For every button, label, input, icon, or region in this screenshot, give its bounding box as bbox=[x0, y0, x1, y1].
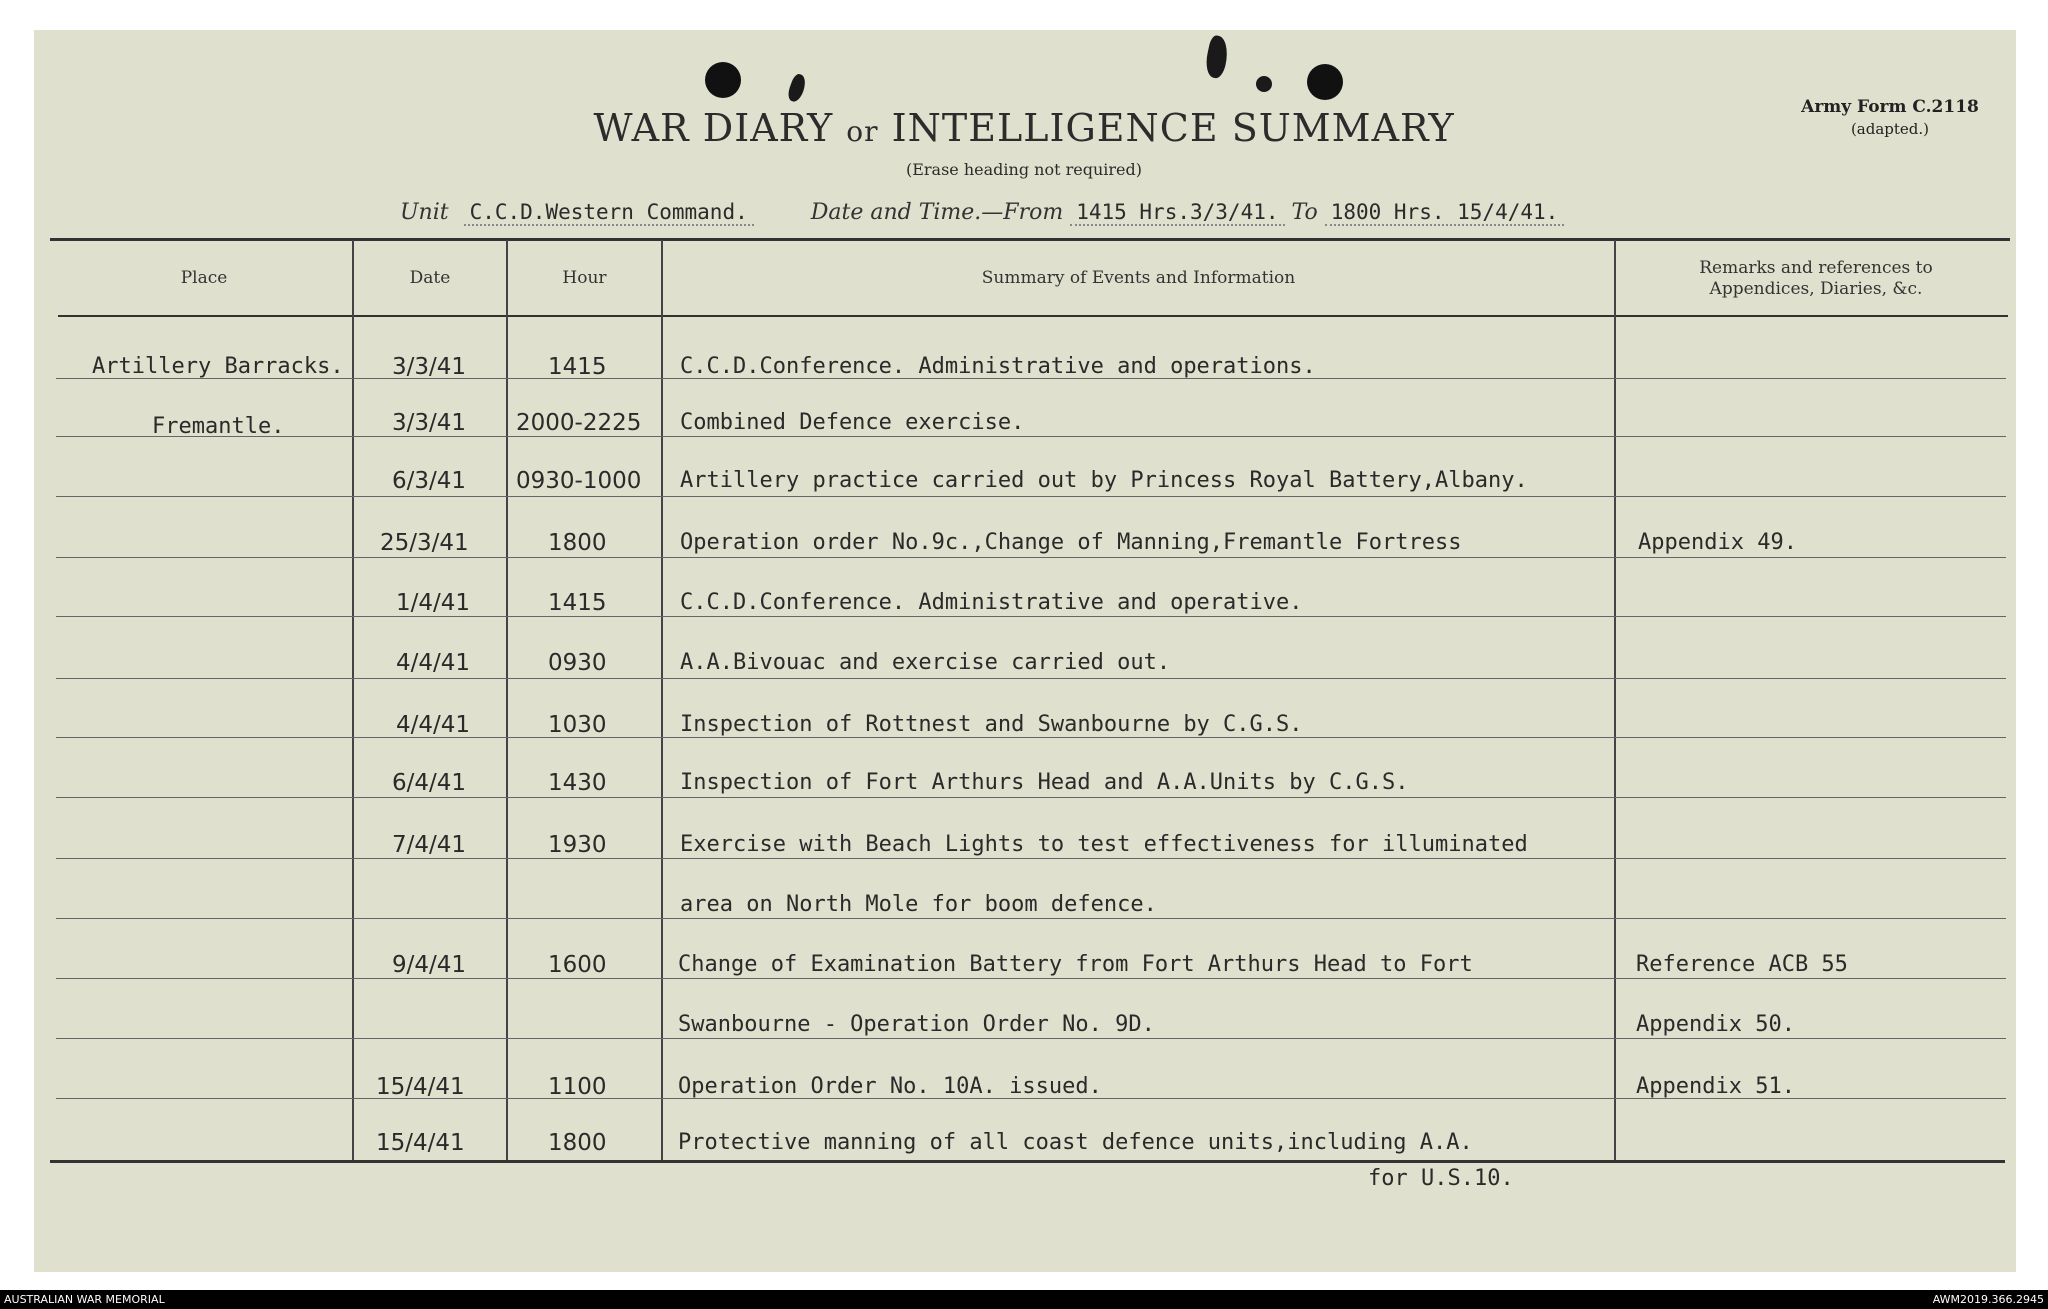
punch-hole-right bbox=[1307, 64, 1343, 100]
table-row-summary: Protective manning of all coast defence units,including A.A. bbox=[678, 1130, 1473, 1155]
archive-footer bbox=[0, 1290, 2048, 1309]
unit-value: C.C.D.Western Command. bbox=[464, 200, 754, 226]
table-row-hour: 1030 bbox=[548, 712, 607, 738]
table-row-summary: Inspection of Fort Arthurs Head and A.A.Units by C.G.S. bbox=[680, 770, 1409, 795]
table-row-summary: Operation order No.9c.,Change of Manning,Fremantle Fortress bbox=[680, 530, 1462, 555]
table-row-hour: 1100 bbox=[548, 1074, 607, 1100]
row-rule bbox=[56, 557, 2006, 558]
table-bottom-rule bbox=[50, 1160, 2005, 1163]
row-rule bbox=[56, 737, 2006, 738]
table-row-hour: 1930 bbox=[548, 832, 607, 858]
row-rule bbox=[56, 1038, 2006, 1039]
table-row-date: 4/4/41 bbox=[396, 650, 471, 676]
column-header-summary: Summary of Events and Information bbox=[981, 268, 1296, 288]
table-row-remarks: Reference ACB 55 bbox=[1636, 952, 1848, 977]
table-row-summary: Exercise with Beach Lights to test effectiveness for illuminated bbox=[680, 832, 1528, 857]
row-rule bbox=[56, 678, 2006, 679]
table-row-summary: Swanbourne - Operation Order No. 9D. bbox=[678, 1012, 1155, 1037]
footer-reference: AWM2019.366.2945 bbox=[1932, 1293, 2044, 1306]
to-value: 1800 Hrs. 15/4/41. bbox=[1325, 200, 1565, 226]
table-row-hour: 1800 bbox=[548, 530, 607, 556]
trailing-note: for U.S.10. bbox=[1368, 1166, 1514, 1191]
table-row-hour: 2000-2225 bbox=[516, 410, 642, 436]
table-row-hour: 1800 bbox=[548, 1130, 607, 1156]
table-row-date: 7/4/41 bbox=[392, 832, 467, 858]
table-row-date: 1/4/41 bbox=[396, 590, 471, 616]
table-row-summary: Combined Defence exercise. bbox=[680, 410, 1025, 435]
table-row-hour: 1415 bbox=[548, 590, 607, 616]
army-form-label bbox=[1760, 96, 2020, 140]
table-row-date: 4/4/41 bbox=[396, 712, 471, 738]
column-header-date: Date bbox=[409, 268, 451, 288]
table-row-summary: Change of Examination Battery from Fort Arthurs Head to Fort bbox=[678, 952, 1473, 977]
table-row-remarks: Appendix 50. bbox=[1636, 1012, 1795, 1037]
footer-institution: AUSTRALIAN WAR MEMORIAL bbox=[4, 1293, 165, 1306]
table-row-remarks: Appendix 49. bbox=[1638, 530, 1797, 555]
table-row-date: 15/4/41 bbox=[376, 1074, 465, 1100]
row-rule bbox=[56, 436, 2006, 437]
army-form-adapted: (adapted.) bbox=[1850, 120, 1930, 138]
army-form-number: Army Form C.2118 bbox=[1801, 97, 1979, 117]
table-row-date: 6/4/41 bbox=[392, 770, 467, 796]
table-row-summary: A.A.Bivouac and exercise carried out. bbox=[680, 650, 1171, 675]
table-row-place: Fremantle. bbox=[152, 414, 285, 439]
title-part-intelligence-summary: INTELLIGENCE SUMMARY bbox=[891, 106, 1455, 150]
row-rule bbox=[56, 616, 2006, 617]
row-rule bbox=[56, 496, 2006, 497]
table-row-date: 25/3/41 bbox=[380, 530, 469, 556]
table-row-summary: Artillery practice carried out by Princess Royal Battery,Albany. bbox=[680, 468, 1528, 493]
table-row-hour: 0930 bbox=[548, 650, 607, 676]
to-label: To bbox=[1291, 200, 1318, 225]
table-row-place: Artillery Barracks. bbox=[92, 354, 344, 379]
title-or: or bbox=[846, 115, 879, 148]
table-row-date: 9/4/41 bbox=[392, 952, 467, 978]
punch-hole-left bbox=[705, 62, 741, 98]
remarks-header-line-1: Remarks and references to bbox=[1699, 258, 1933, 278]
table-row-date: 6/3/41 bbox=[392, 468, 467, 494]
table-row-date: 3/3/41 bbox=[392, 354, 467, 380]
row-rule bbox=[56, 918, 2006, 919]
column-header-place: Place bbox=[180, 268, 228, 288]
date-time-label: Date and Time.—From bbox=[810, 200, 1064, 225]
table-row-hour: 0930-1000 bbox=[516, 468, 642, 494]
table-row-date: 15/4/41 bbox=[376, 1130, 465, 1156]
column-header-hour: Hour bbox=[562, 268, 607, 288]
table-top-rule bbox=[50, 238, 2010, 241]
table-row-summary: C.C.D.Conference. Administrative and operative. bbox=[680, 590, 1303, 615]
table-row-summary: area on North Mole for boom defence. bbox=[680, 892, 1157, 917]
ink-blot bbox=[1256, 76, 1272, 92]
title-part-war-diary: WAR DIARY bbox=[593, 106, 834, 150]
page-subtitle: (Erase heading not required) bbox=[905, 160, 1142, 179]
table-row-summary: Operation Order No. 10A. issued. bbox=[678, 1074, 1102, 1099]
unit-label: Unit bbox=[400, 200, 449, 225]
row-rule bbox=[56, 978, 2006, 979]
table-row-summary: C.C.D.Conference. Administrative and operations. bbox=[680, 354, 1316, 379]
remarks-header-line-2: Appendices, Diaries, &c. bbox=[1709, 279, 1923, 299]
table-row-date: 3/3/41 bbox=[392, 410, 467, 436]
table-row-hour: 1600 bbox=[548, 952, 607, 978]
page-title bbox=[0, 106, 2048, 150]
from-value: 1415 Hrs.3/3/41. bbox=[1070, 200, 1284, 226]
row-rule bbox=[56, 797, 2006, 798]
table-row-hour: 1415 bbox=[548, 354, 607, 380]
column-header-remarks bbox=[1616, 258, 2016, 300]
unit-date-line bbox=[400, 200, 1564, 225]
table-row-remarks: Appendix 51. bbox=[1636, 1074, 1795, 1099]
table-row-summary: Inspection of Rottnest and Swanbourne by C.G.S. bbox=[680, 712, 1303, 737]
row-rule bbox=[56, 858, 2006, 859]
table-row-hour: 1430 bbox=[548, 770, 607, 796]
table-header-rule bbox=[58, 315, 2008, 317]
